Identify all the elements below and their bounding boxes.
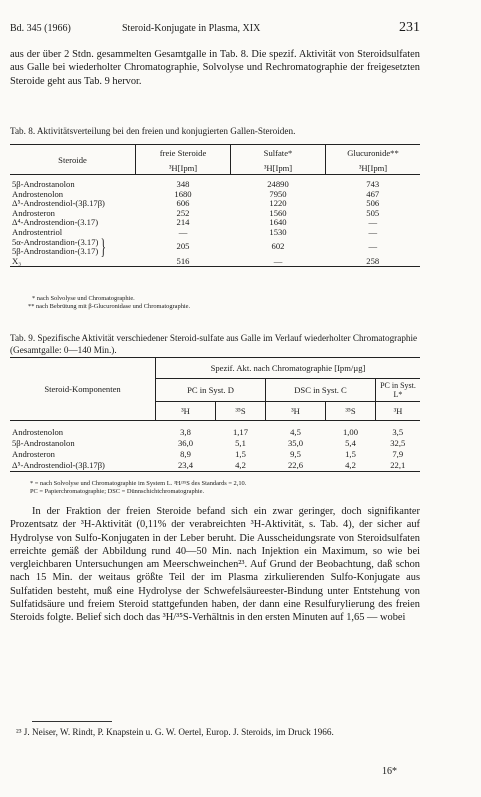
table-row: Δ⁴-Androstendion-(3.17) 214 1640 — [12,217,378,228]
table-row: 5β-Androstanolon 36,0 5,1 35,0 5,4 32,5 [12,438,406,448]
t8-col-free: freie Steroide [136,145,231,162]
t8-col-gluc: Glucuronide** [326,145,421,162]
table9-caption: Tab. 9. Spezifische Aktivität verschiedener Steroid-sulfate aus Galle im Verlauf wiederholter Chromatographie (Gesamtgalle: 0—140 Min.). [10,333,418,355]
table8 [10,144,420,267]
table-row: 5β-Androstanolon 348 24890 743 [12,179,380,189]
t9-col-pc-l: PC in Syst. L* [376,379,421,402]
t9-footnote-1: * = nach Solvolyse und Chromatographie im System L. ³H/³⁵S des Standards = 2,10. [30,480,247,487]
table8-caption: Tab. 8. Aktivitätsverteilung bei den freien und konjugierten Gallen-Steroiden. [10,126,296,136]
table-row: Androstentriol — 1530 — [12,226,378,237]
volume-label: Bd. 345 (1966) [10,23,71,34]
t9-col-component: Steroid-Komponenten [10,358,156,421]
table-row: Androstenolon 1680 7950 467 [12,188,380,199]
table-row: Δ⁵-Androstendiol-(3β.17β) 23,4 4,2 22,6 4,2 22,1 [10,460,420,472]
t8-col-sulfate: Sulfate* [231,145,326,162]
table-row: Androsteron 252 1560 505 [12,207,380,218]
t8-unit: ³H[Ipm] [326,161,421,175]
page-number: 231 [399,20,420,35]
table-row: X₃ 516 — 258 [10,257,420,267]
footnote-23: ²³ J. Neiser, W. Rindt, P. Knapstein u. G. W. Oertel, Europ. J. Steroids, im Druck 1966. [16,727,334,737]
footnote-rule [32,721,112,722]
t8-unit: ³H[Ipm] [136,161,231,175]
table-row: Androsteron 8,9 1,5 9,5 1,5 7,9 [12,449,404,459]
t9-col-pc-d: PC in Syst. D [156,379,266,402]
table-row: 5α-Androstandion-(3.17) 5β-Androstandion-(3.17) } 205 602 — [12,234,378,260]
main-paragraph: In der Fraktion der freien Steroide befand sich ein zwar geringer, doch signifikanter Prozentsatz der ³H-Aktivität (0,11% der verabreichten ³H-Aktivität, s. Tab. 4), der sicher auf Hydrolyse von Sulfo-Konjugaten in der Leber beruht. Die Ausscheidungsrate von Steroidsulfaten erreichte gemäß der Abbildung rund 40—50 Min. nach Injektion ein Maximum, so wie bei vergleichbaren Untersuchungen am Meerschweinchen²³. Auf Grund der Beobachtung, daß schon nach 15 Min. der weitaus größte Teil der im Plasma zirkulierenden Sulfo-Konjugate aus Sulfatiden besteht, muß eine Hydrolyse der Schwefelsäureester-Bindung unter Entstehung von Sulfatidsäure und freiem Steroid stattgefunden haben, der dann eine Resulfurylierung des freien Steroids folgte. Belief sich doch das ³H/³⁵S-Verhältnis in den ersten Minuten auf 1,65 — wobei [10,506,420,624]
t8-unit: ³H[Ipm] [231,161,326,175]
t8-footnote-1: * nach Solvolyse und Chromatographie. [32,295,135,302]
t8-footnote-2: ** nach Bebrütung mit β-Glucuronidase und Chromatographie. [28,303,191,310]
table9: Steroid-Komponenten Spezif. Akt. nach Chromatographie [Ipm/µg] PC in Syst. D DSC in Syst. C PC in Syst. L* ³H ³⁵S ³H ³⁵S ³H Androstenolon 3,8 1,17 4,5 1,00 3,5 5β-Androstanolon 36,0 5,1 35,0 5,4 32,5 Androsteron 8,9 1,5 9,5 1,5 7,9 Δ⁵-Androstendiol-(3β.17β) 23,4 4,2 22,6 4,2 22,1 [10,357,420,472]
table-row: Androstenolon 3,8 1,17 4,5 1,00 3,5 [12,427,404,437]
signature-mark: 16* [382,766,397,777]
running-title: Steroid-Konjugate in Plasma, XIX [122,23,261,34]
t9-col-spez: Spezif. Akt. nach Chromatographie [Ipm/µg] [156,358,421,379]
intro-paragraph: aus der über 2 Stdn. gesammelten Gesamtgalle in Tab. 8. Die spezif. Aktivität von Steroidsulfaten aus Galle bei wiederholter Chromatographie, Solvolyse und Rechromatographie der freigesetzten Steroide geht aus Tab. 9 hervor. [10,49,420,87]
t8-col-steroid: Steroide [10,145,136,175]
running-header [10,20,420,38]
t9-footnote-2: PC = Papierchromatographie; DSC = Dünnschichtchromatographie. [30,488,205,495]
table-row: Δ⁵-Androstendiol-(3β.17β) 606 1220 506 [12,198,380,209]
t9-col-dsc-c: DSC in Syst. C [266,379,376,402]
